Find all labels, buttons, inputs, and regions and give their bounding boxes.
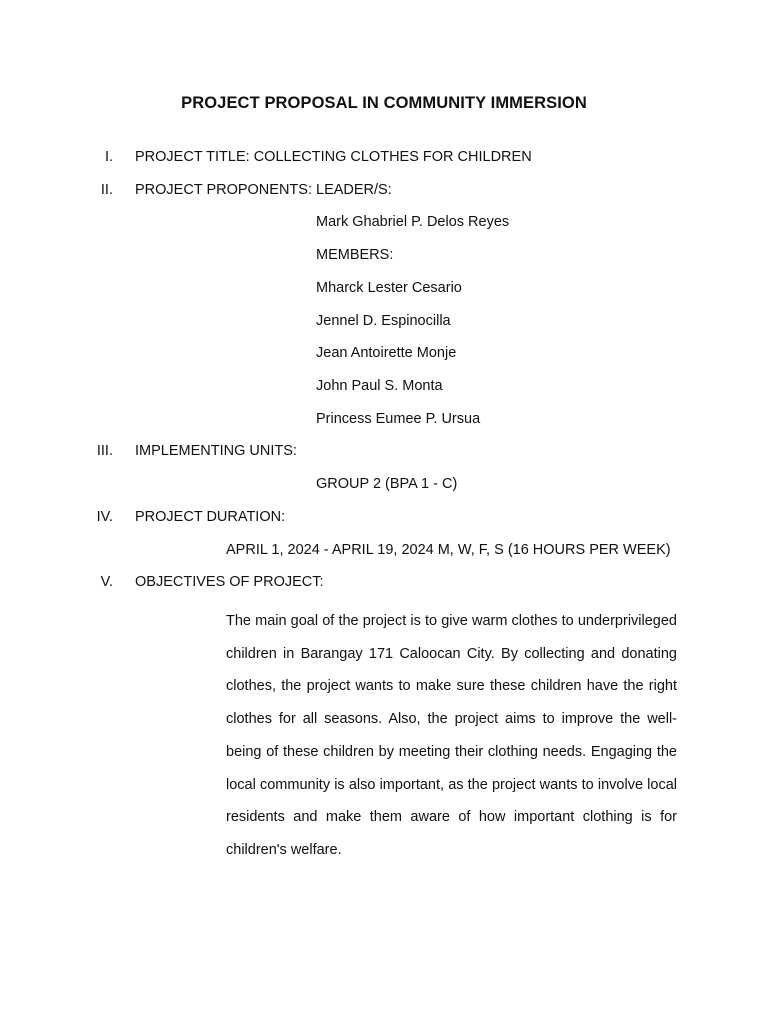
member-name: Mharck Lester Cesario: [316, 280, 462, 296]
section-2-label: PROJECT PROPONENTS:: [135, 182, 312, 198]
section-4-numeral: IV.: [96, 509, 113, 525]
section-4-label: PROJECT DURATION:: [135, 509, 286, 525]
member-name: Jean Antoirette Monje: [316, 345, 457, 361]
objectives-paragraph: The main goal of the project is to give warm clothes to underprivileged children in Barangay 171 Caloocan City. By collecting and donating clothes, the project wants to make sure these children have the right clothes for all seasons. Also, the project aims to improve the well-being of these children by meeting their clothing needs. Engaging the local community is also important, as the project wants to involve local residents and make them aware of how important clothing is for children's welfare.: [226, 613, 677, 858]
member-name: Jennel D. Espinocilla: [316, 313, 451, 329]
members-label: MEMBERS:: [316, 247, 394, 263]
member-name: John Paul S. Monta: [316, 378, 443, 394]
section-3-numeral: III.: [96, 443, 113, 459]
member-name: Princess Eumee P. Ursua: [316, 411, 481, 427]
project-duration-value: APRIL 1, 2024 - APRIL 19, 2024 M, W, F, S (16 HOURS PER WEEK): [226, 542, 671, 558]
implementing-unit-value: GROUP 2 (BPA 1 - C): [316, 476, 458, 492]
section-5-numeral: V.: [100, 574, 113, 590]
section-2-numeral: II.: [100, 182, 113, 198]
leader-name: Mark Ghabriel P. Delos Reyes: [316, 214, 510, 230]
section-3-label: IMPLEMENTING UNITS:: [135, 443, 297, 459]
leaders-label: LEADER/S:: [316, 182, 392, 198]
section-1-project-title: PROJECT TITLE: COLLECTING CLOTHES FOR CHILDREN: [135, 149, 532, 165]
section-5-label: OBJECTIVES OF PROJECT:: [135, 574, 324, 590]
section-1-numeral: I.: [104, 149, 113, 165]
page-title: PROJECT PROPOSAL IN COMMUNITY IMMERSION: [181, 94, 587, 112]
